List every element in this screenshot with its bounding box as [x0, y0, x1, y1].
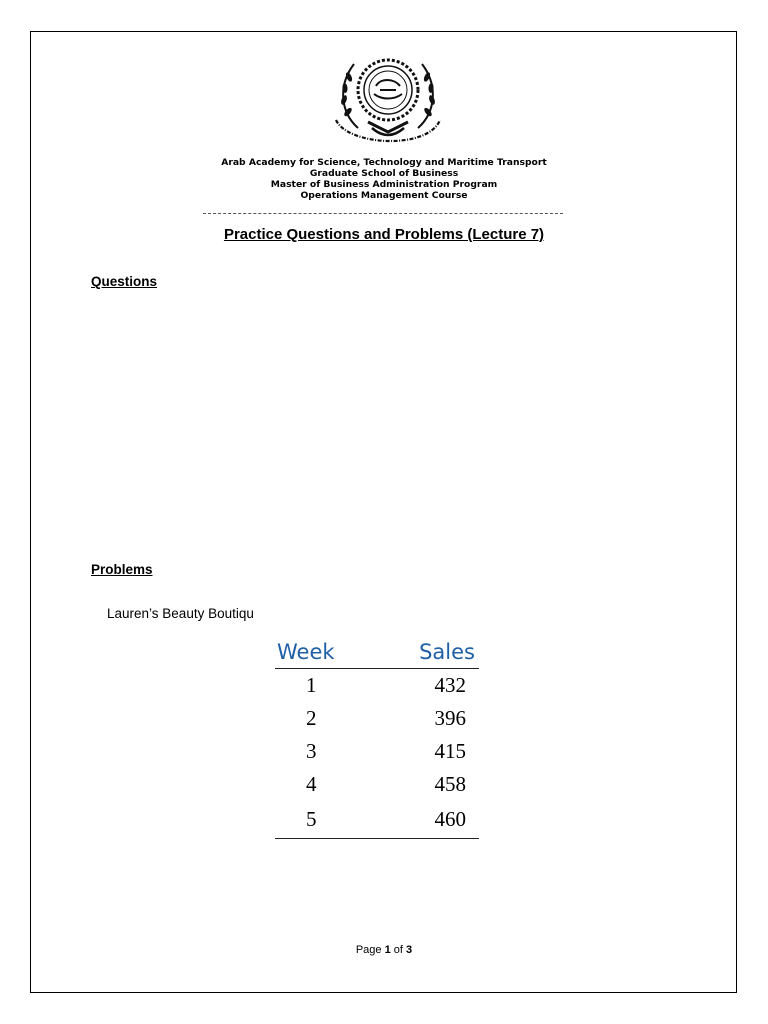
header-block: [150, 157, 618, 201]
current-page: 1: [384, 944, 391, 956]
total-pages: 3: [406, 944, 413, 956]
table-header-row: [275, 635, 479, 669]
week-cell: 4: [306, 772, 317, 796]
institution-name: Arab Academy for Science, Technology and Maritime Transport: [221, 157, 547, 168]
week-cell: 1: [306, 673, 317, 697]
page-prefix: Page: [355, 944, 382, 956]
program-name: Master of Business Administration Program: [270, 179, 498, 190]
school-name: Graduate School of Business: [309, 168, 459, 179]
questions-heading: Questions: [91, 274, 158, 289]
course-name: Operations Management Course: [300, 190, 468, 201]
sales-cell: 415: [434, 739, 466, 763]
dashed-divider: [203, 213, 563, 214]
week-cell: 5: [275, 801, 377, 839]
page-separator: of: [393, 944, 403, 956]
table-row: [275, 669, 479, 703]
table-row: [275, 735, 479, 768]
problems-heading: Problems: [91, 562, 153, 577]
week-cell: 2: [306, 706, 317, 730]
column-header-sales: Sales: [377, 635, 479, 669]
academy-emblem-icon: [328, 50, 448, 154]
problem-intro-text: Lauren’s Beauty Boutiqu: [107, 606, 254, 621]
column-header-week: Week: [275, 635, 377, 669]
table-row: [275, 702, 479, 735]
sales-cell: 460: [377, 801, 479, 839]
table-row: [275, 801, 479, 839]
week-cell: 3: [306, 739, 317, 763]
table-row: [275, 768, 479, 801]
sales-table: [275, 635, 479, 839]
sales-cell: 396: [434, 706, 466, 730]
document-title: Practice Questions and Problems (Lecture 7): [223, 226, 545, 243]
page-number: [300, 944, 468, 956]
sales-cell: 458: [434, 772, 466, 796]
sales-cell: 432: [434, 673, 466, 697]
